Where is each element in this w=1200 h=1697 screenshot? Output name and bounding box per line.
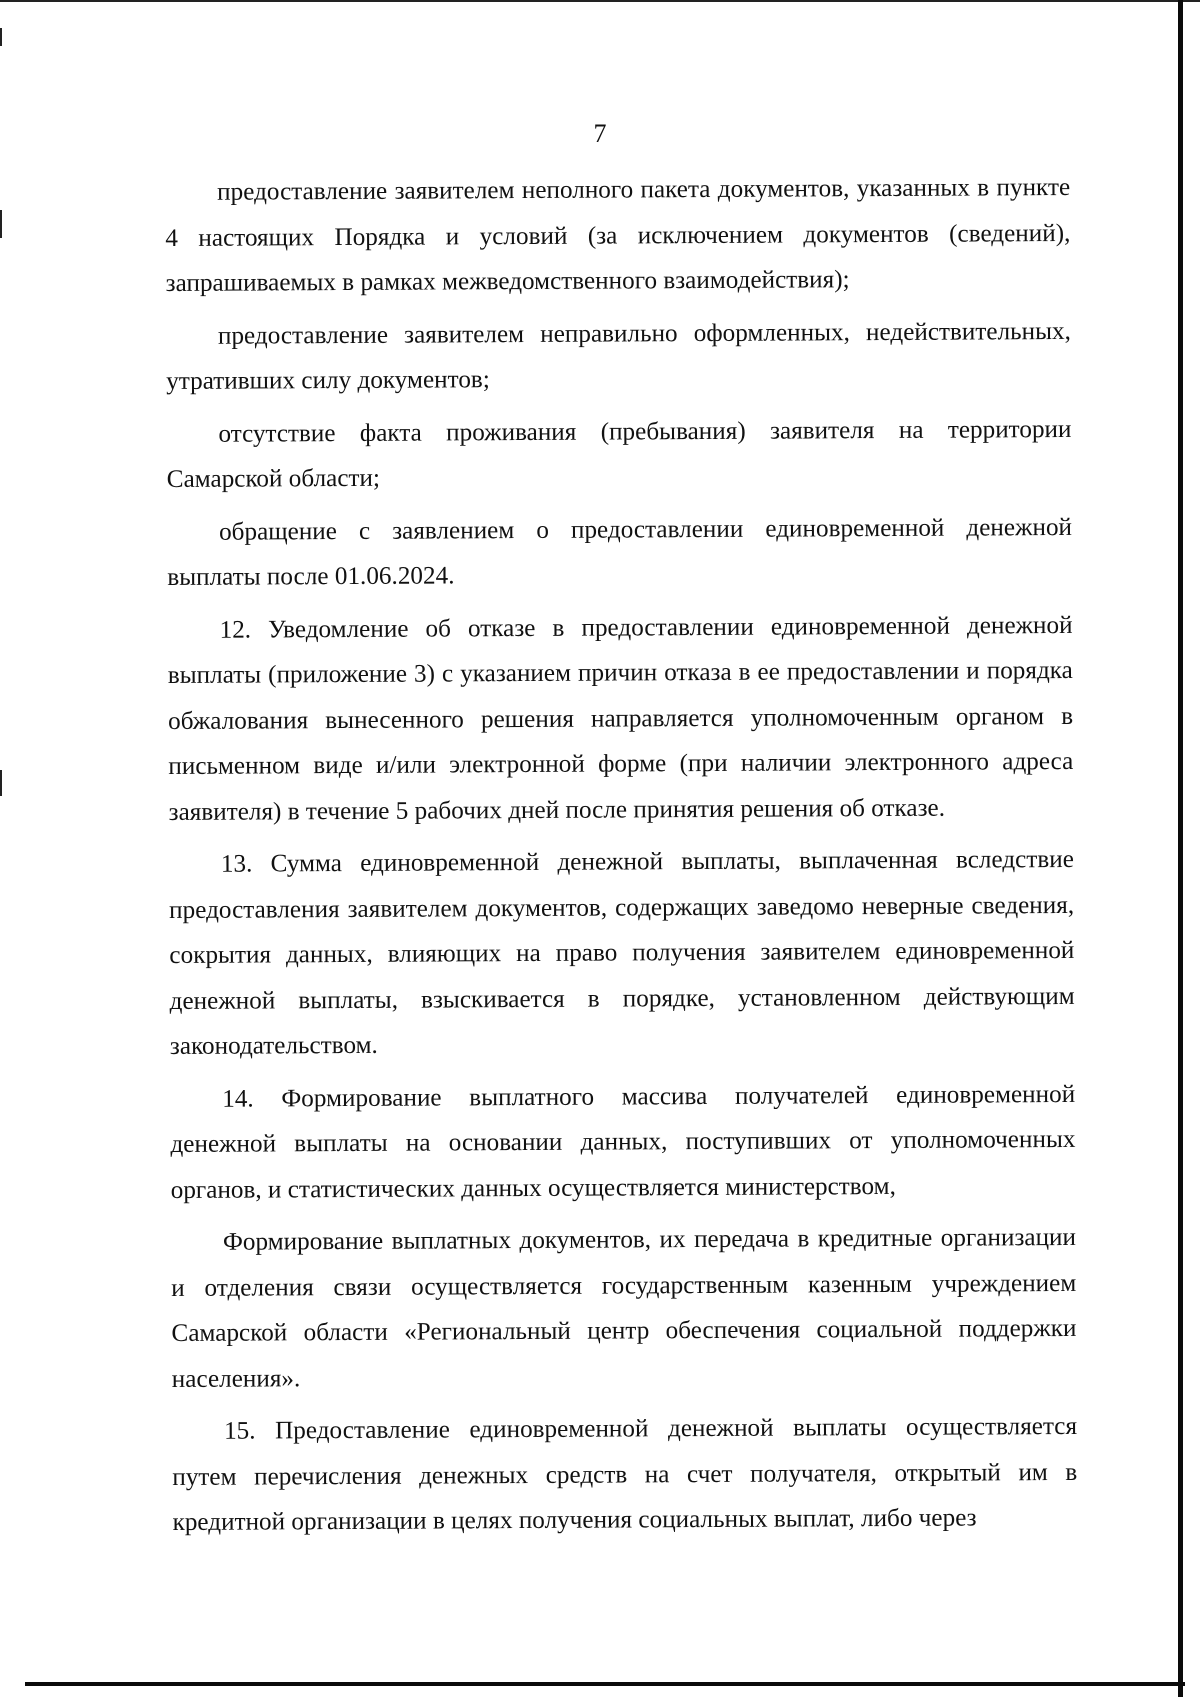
scan-edge-left-mark [0,210,2,238]
paragraph-clause-14: 14. Формирование выплатного массива получателей единовременной денежной выплаты на основании данных, поступивших от уполномоченных органов, и статистических данных осуществляется министерством, [170,1080,1076,1204]
scan-edge-bottom [25,1682,1185,1686]
scan-edge-left-mark [0,770,2,796]
page-number: 7 [593,119,607,148]
scan-edge-left-mark [0,28,2,46]
paragraph-payment-documents: Формирование выплатных документов, их передача в кредитные организации и отделения связи осуществляется государственным казенным учреждением Самарской области «Региональный центр обеспечения социальной поддержки населения». [171,1223,1077,1393]
paragraph-clause-15: 15. Предоставление единовременной денежной выплаты осуществляется путем перечисления денежных средств на счет получателя, открытый им в кредитной организации в целях получения социальных выплат, либо через [172,1412,1078,1536]
paragraph-clause-12: 12. Уведомление об отказе в предоставлении единовременной денежной выплаты (приложение 3) с указанием причин отказа в ее предоставлении и порядка обжалования вынесенного решения направляется уполномоченным органом в письменном виде и/или электронной форме (при наличии электронного адреса заявителя) в течение 5 рабочих дней после принятия решения об отказе. [167,611,1074,826]
scan-edge-top [0,0,1200,2]
paragraph-invalid-documents: предоставление заявителем неправильно оформленных, недействительных, утративших силу документов; [166,317,1071,395]
document-body [165,165,1078,1553]
paragraph-no-residence: отсутствие факта проживания (пребывания) заявителя на территории Самарской области; [166,415,1072,493]
paragraph-late-application: обращение с заявлением о предоставлении единовременной денежной выплаты после 01.06.2024. [167,513,1073,591]
paragraph-incomplete-documents: предоставление заявителем неполного пакета документов, указанных в пункте 4 настоящих Порядка и условий (за исключением документов (сведений), запрашиваемых в рамках межведомственного взаимодействия); [165,173,1071,297]
paragraph-clause-13: 13. Сумма единовременной денежной выплаты, выплаченная вследствие предоставления заявителем документов, содержащих заведомо неверные сведения, сокрытия данных, влияющих на право получения заявителем единовременной денежной выплаты, взыскивается в порядке, установленном действующим законодательством. [169,845,1075,1060]
scan-edge-right [1178,0,1183,1697]
